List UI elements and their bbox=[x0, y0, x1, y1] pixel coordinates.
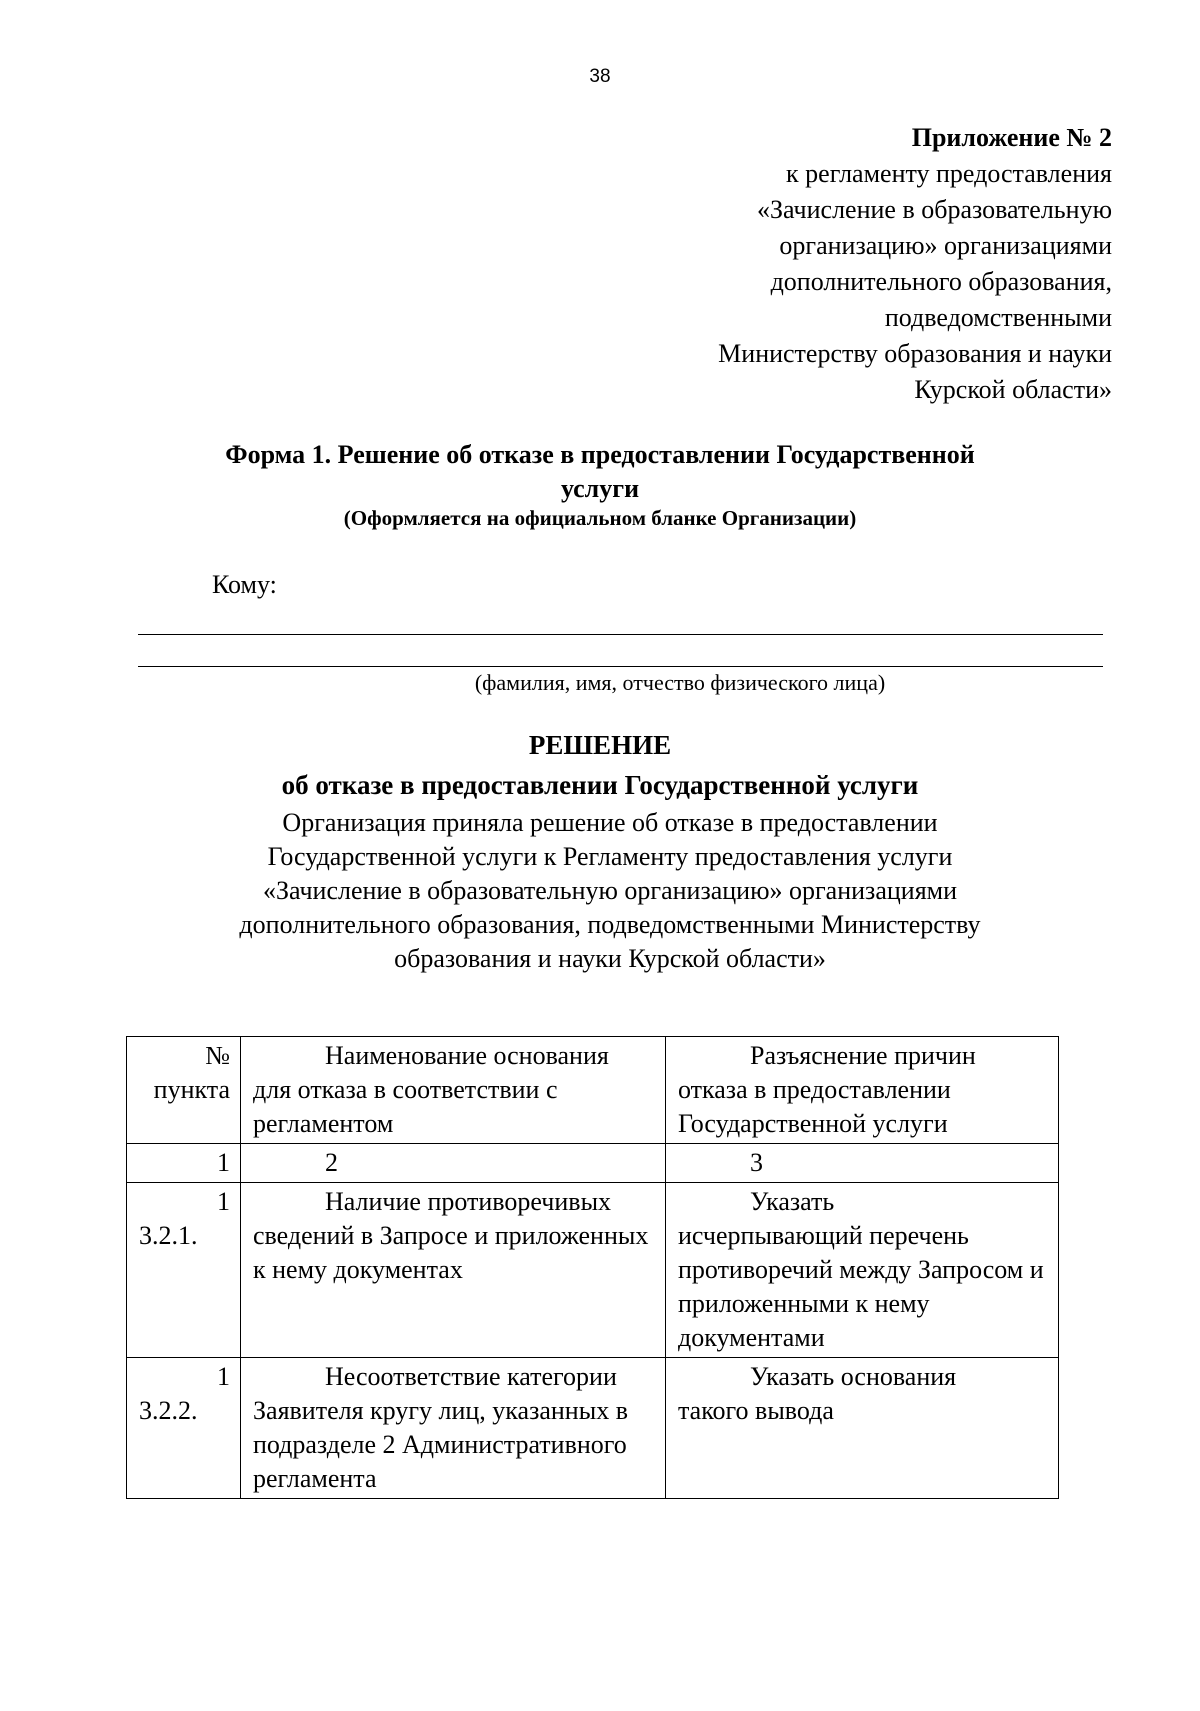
decision-body-line: Организация приняла решение об отказе в предоставлении bbox=[282, 808, 938, 837]
decision-body-line: дополнительного образования, подведомственными Министерству bbox=[239, 910, 981, 939]
appendix-title: Приложение № 2 bbox=[911, 123, 1112, 152]
appendix-line: к регламенту предоставления bbox=[786, 159, 1112, 188]
table-header-text: № bbox=[205, 1041, 230, 1070]
form-subtitle: (Оформляется на официальном бланке Организации) bbox=[343, 506, 857, 530]
recipient-line bbox=[138, 666, 1103, 667]
explanation-text: Указать bbox=[750, 1187, 835, 1216]
appendix-line: «Зачисление в образовательную bbox=[757, 195, 1112, 224]
decision-body-line: «Зачисление в образовательную организацию» организациями bbox=[262, 876, 958, 905]
table-number-row bbox=[127, 1144, 1059, 1183]
table-row bbox=[127, 1358, 1059, 1499]
row-point: 3.2.1. bbox=[139, 1221, 198, 1250]
decision-body-line: образования и науки Курской области» bbox=[394, 944, 826, 973]
appendix-block bbox=[718, 120, 1112, 408]
appendix-line: дополнительного образования, bbox=[770, 267, 1112, 296]
table-cell bbox=[666, 1183, 1059, 1358]
reason-text: сведений в Запросе и приложенных к нему документах bbox=[253, 1221, 649, 1284]
table-header-text: для отказа в соответствии с регламентом bbox=[253, 1075, 558, 1138]
table-cell: 2 bbox=[241, 1144, 666, 1183]
recipient-label: Кому: bbox=[212, 570, 277, 599]
row-point: 3.2.2. bbox=[139, 1396, 198, 1425]
appendix-line: Курской области» bbox=[914, 375, 1112, 404]
reason-text: Наличие противоречивых bbox=[325, 1187, 612, 1216]
decision-subtitle: об отказе в предоставлении Государственной услуги bbox=[281, 770, 919, 800]
appendix-line: организацию» организациями bbox=[779, 231, 1112, 260]
table-row bbox=[127, 1183, 1059, 1358]
appendix-line: подведомственными bbox=[884, 303, 1112, 332]
decision-body-line: Государственной услуги к Регламенту предоставления услуги bbox=[267, 842, 953, 871]
explanation-text: такого вывода bbox=[678, 1396, 834, 1425]
table-cell: 1 bbox=[127, 1144, 241, 1183]
row-number: 1 bbox=[217, 1187, 230, 1216]
form-title bbox=[150, 438, 1050, 506]
table-header-text: пункта bbox=[153, 1075, 230, 1104]
table-header-cell bbox=[127, 1037, 241, 1144]
table-cell: 3 bbox=[666, 1144, 1059, 1183]
table-cell bbox=[127, 1183, 241, 1358]
decision-title: РЕШЕНИЕ bbox=[528, 730, 672, 760]
recipient-caption: (фамилия, имя, отчество физического лица) bbox=[474, 670, 886, 695]
table-cell bbox=[241, 1183, 666, 1358]
decision-body bbox=[150, 806, 1070, 976]
table-header-text: Разъяснение причин bbox=[750, 1041, 976, 1070]
table-cell bbox=[666, 1358, 1059, 1499]
table-cell bbox=[241, 1358, 666, 1499]
form-title-line: услуги bbox=[560, 474, 640, 503]
appendix-line: Министерству образования и науки bbox=[718, 339, 1112, 368]
explanation-text: Указать основания bbox=[750, 1362, 957, 1391]
table-header-cell bbox=[241, 1037, 666, 1144]
form-title-line: Форма 1. Решение об отказе в предоставлении Государственной bbox=[225, 440, 975, 469]
reason-text: Заявителя кругу лиц, указанных в подразделе 2 Административного регламента bbox=[253, 1396, 628, 1493]
row-number: 1 bbox=[217, 1362, 230, 1391]
page-number: 38 bbox=[589, 66, 611, 87]
table-header-text: Наименование основания bbox=[325, 1041, 609, 1070]
explanation-text: исчерпывающий перечень противоречий между Запросом и приложенными к нему документами bbox=[678, 1221, 1044, 1352]
table-header-text: отказа в предоставлении Государственной услуги bbox=[678, 1075, 951, 1138]
recipient-line bbox=[138, 634, 1103, 635]
table-header-row bbox=[127, 1037, 1059, 1144]
refusal-reasons-table bbox=[126, 1036, 1059, 1499]
table-header-cell bbox=[666, 1037, 1059, 1144]
table-cell bbox=[127, 1358, 241, 1499]
reason-text: Несоответствие категории bbox=[325, 1362, 617, 1391]
